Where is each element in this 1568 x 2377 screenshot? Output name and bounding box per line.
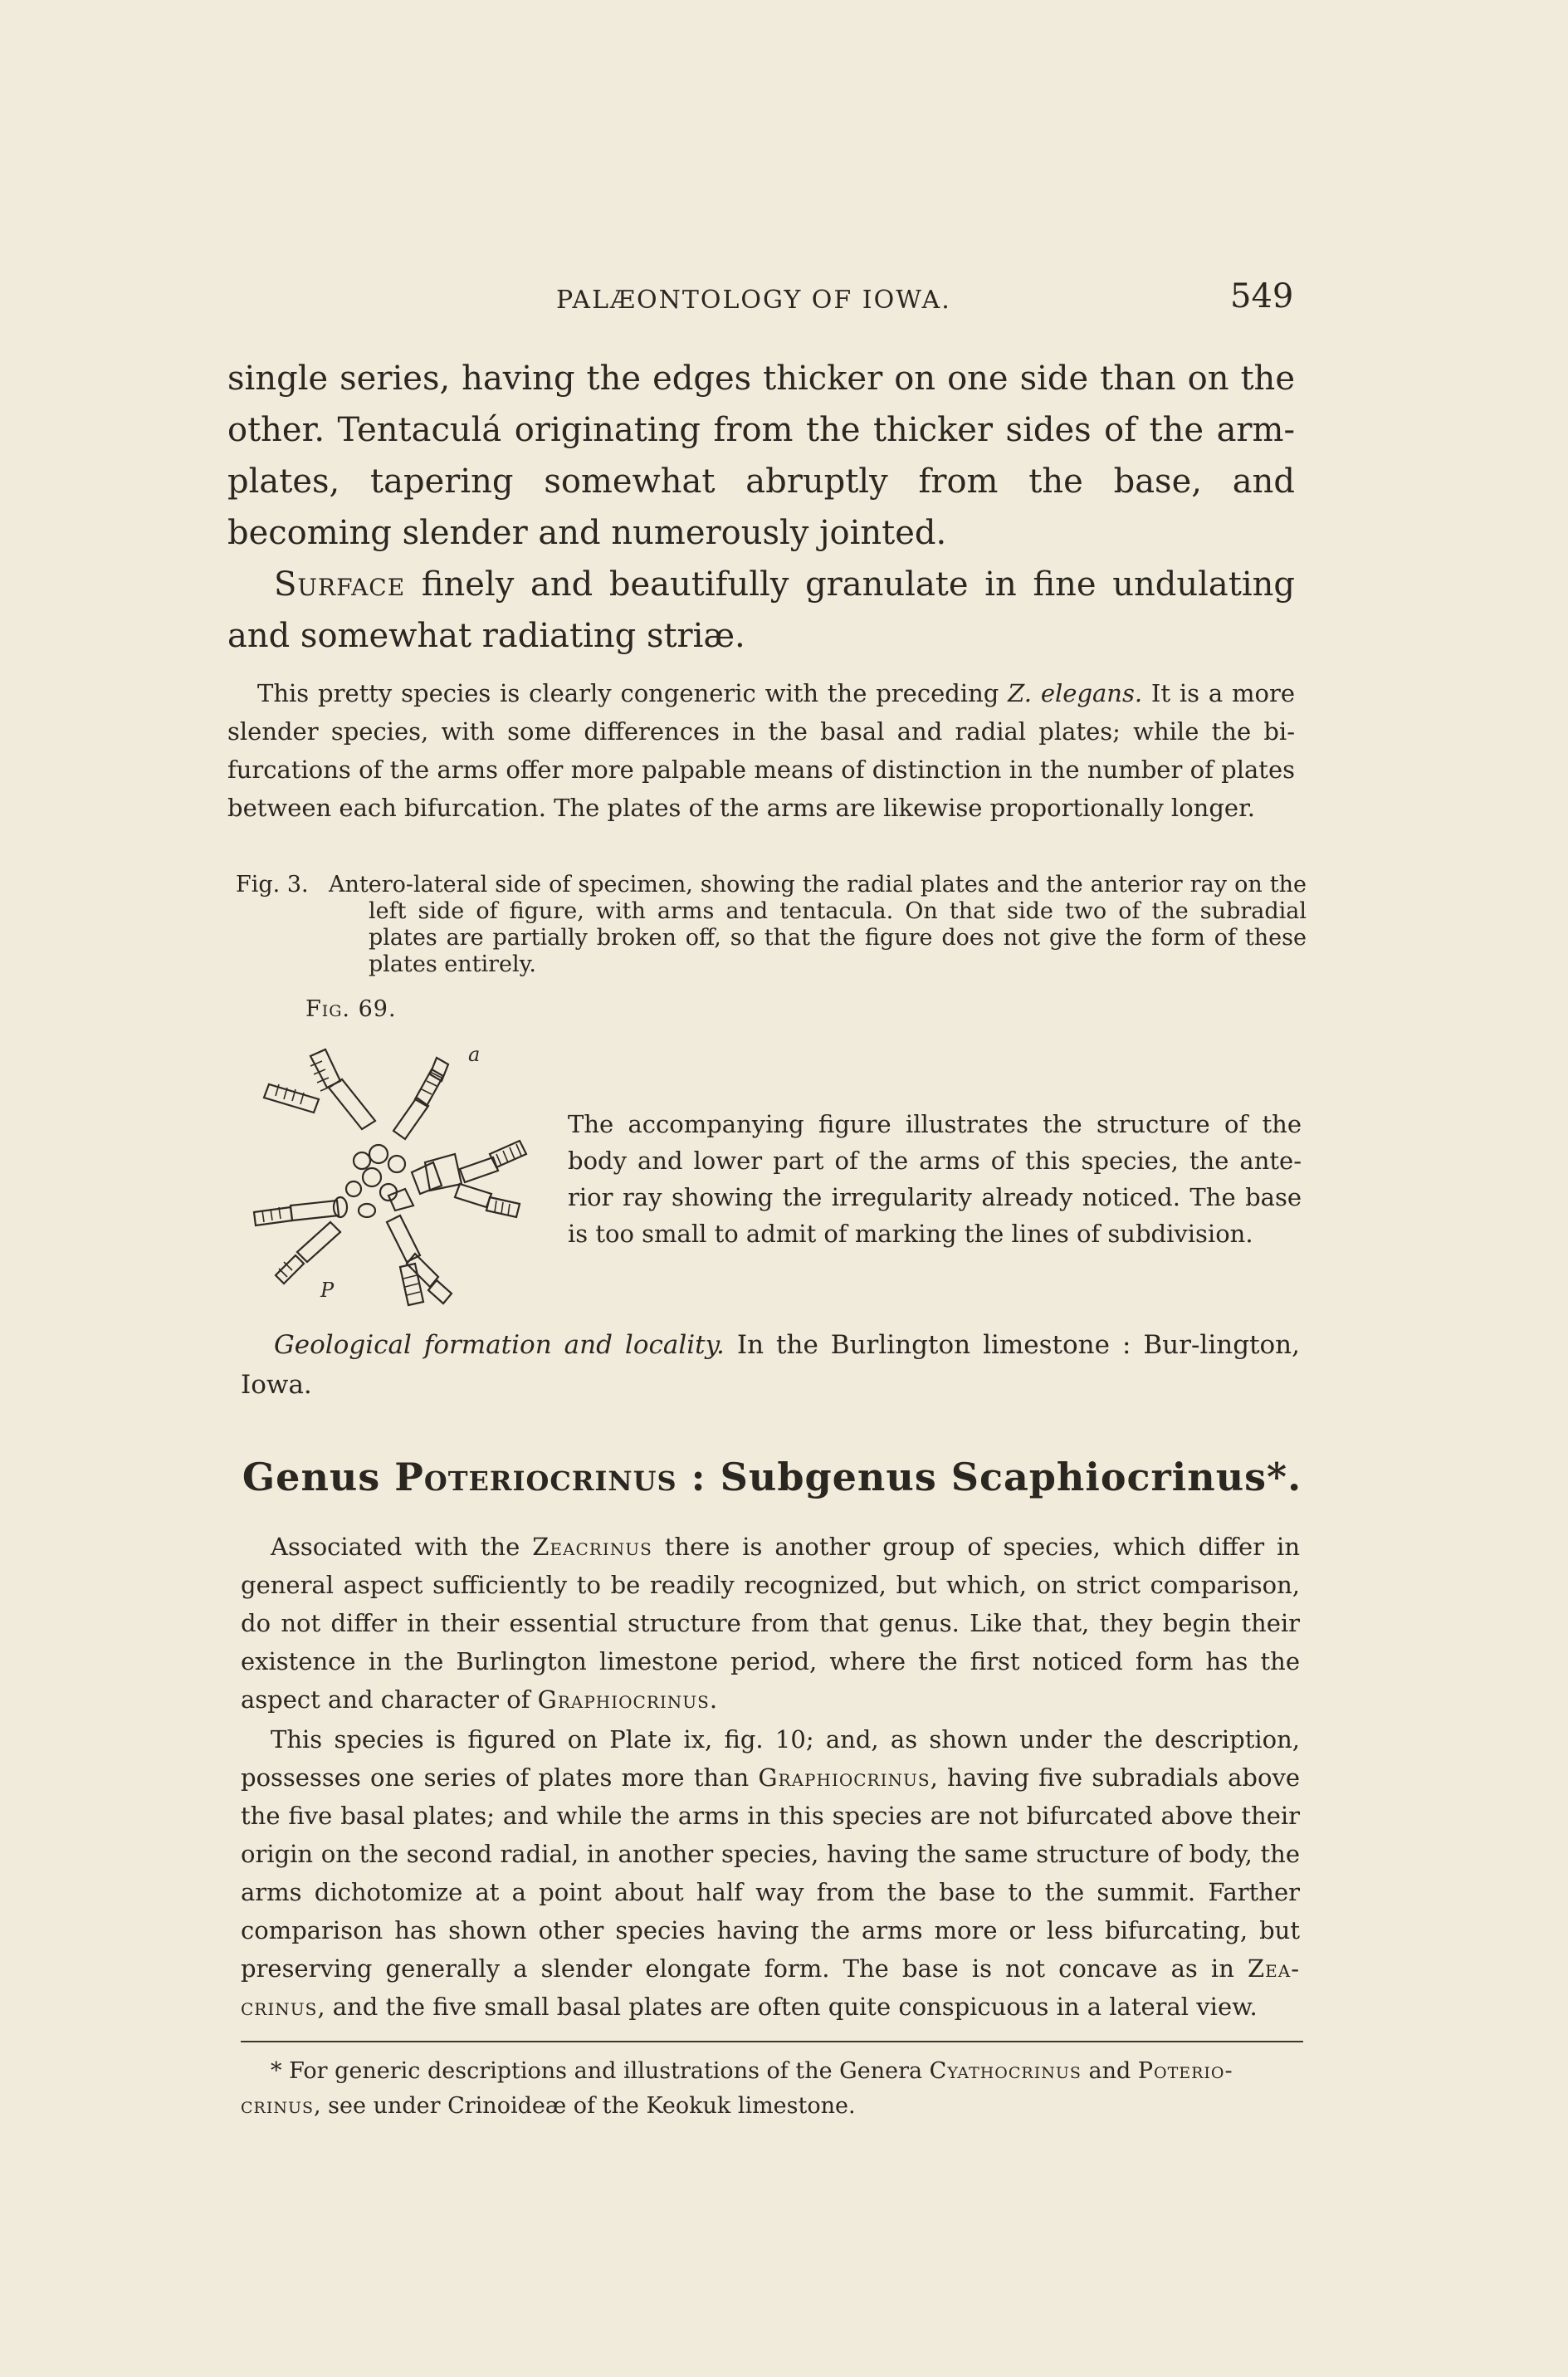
genus-text-2c: , and the five small basal plates are often quite conspicuous in a lateral view. xyxy=(317,1993,1258,2021)
fig3-caption xyxy=(236,872,1307,978)
crinoid-figure xyxy=(237,1038,553,1320)
running-title: PALÆONTOLOGY OF IOWA. xyxy=(556,286,951,315)
species-name: Z. elegans. xyxy=(1008,679,1143,707)
footnote xyxy=(241,2054,1303,2124)
fig69-description: The accompanying figure illustrates the structure of the body and lower part of the arms of this species, the ante-rior ray showing the irregularity already noticed. The base is too small to admit of marking the lines of subdivision. xyxy=(568,1110,1302,1248)
footnote-rule xyxy=(241,2041,1303,2042)
genus-paragraph-2 xyxy=(241,1720,1300,2026)
genus-name: Poteriocrinus xyxy=(394,1455,677,1499)
graphiocrinus-name: Graphiocrinus. xyxy=(537,1685,719,1714)
remarks-text-b: It is a more slender species, with some differences in the basal and radial plates; while the bi-furcations of the arms offer more palpable means of distinction in the number of plates between each bifurcation. The plates of the arms are likewise proportionally longer. xyxy=(227,679,1295,822)
footnote-text-and: and xyxy=(1081,2058,1138,2084)
fig69-label: Fig. 69. xyxy=(305,996,397,1022)
fig3-label: Fig. 3. xyxy=(236,872,309,897)
poteriocrinus-name: Poterio-crinus xyxy=(241,2058,1233,2119)
surface-label: Surface xyxy=(274,565,406,604)
genus-paragraph-1 xyxy=(241,1528,1300,1719)
description-paragraph xyxy=(227,353,1295,559)
remarks-paragraph xyxy=(227,674,1295,827)
graphiocrinus-name-2: Graphiocrinus xyxy=(758,1763,931,1792)
genus-word: Genus xyxy=(242,1455,395,1499)
footnote-text-a: * For generic descriptions and illustrations of the Genera xyxy=(271,2058,930,2084)
genus-heading xyxy=(241,1455,1303,1499)
surface-text: finely and beautifully granulate in fine undulating and somewhat radiating striæ. xyxy=(227,565,1295,655)
geology-text: In the Burlington limestone : Bur-lington, Iowa. xyxy=(241,1330,1300,1400)
zeacrinus-name-2: Zea-crinus xyxy=(241,1954,1300,2021)
genus-text-2a: This species is figured on Plate ix, fig. 10; and, as shown under the description, possesses one series of plates more than xyxy=(241,1725,1300,1792)
zeacrinus-name: Zeacrinus xyxy=(532,1533,652,1561)
label-p: P xyxy=(320,1279,335,1302)
fig3-text: Antero-lateral side of specimen, showing the radial plates and the anterior ray on the left side of figure, with arms and tentacula. On that side two of the subradial plates are partially broken off, so that the figure does not give the form of these plates entirely. xyxy=(329,872,1307,977)
footnote-text-b: , see under Crinoideæ of the Keokuk limestone. xyxy=(314,2093,856,2119)
label-a: a xyxy=(468,1043,481,1066)
geology-label: Geological formation and locality. xyxy=(274,1330,725,1360)
genus-separator: : xyxy=(677,1455,720,1499)
subgenus-name: Subgenus Scaphiocrinus*. xyxy=(720,1455,1302,1499)
description-text: single series, having the edges thicker on one side than on the other. Tentaculá originating from the thicker sides of the arm-plates, tapering somewhat abruptly from the base, and becoming slender and numerously jointed. xyxy=(227,359,1295,552)
genus-text-1a: Associated with the xyxy=(271,1533,533,1561)
genus-text-1b: there is another group of species, which differ in general aspect sufficiently to be readily recognized, but which, on strict comparison, do not differ in their essential structure from that genus. Like that, they begin their existence in the Burlington limestone period, where the first noticed form has the aspect and character of xyxy=(241,1533,1300,1714)
surface-paragraph xyxy=(227,559,1295,662)
remarks-text-a: This pretty species is clearly congeneric with the preceding xyxy=(257,679,1009,707)
genus-text-2b: , having five subradials above the five basal plates; and while the arms in this species are not bifurcated above their origin on the second radial, in another species, having the same structure of body, the arms dichotomize at a point about half way from the base to the summit. Farther comparison has shown other species having the arms more or less bifurcating, but preserving generally a slender elongate form. The base is not concave as in xyxy=(241,1763,1300,1983)
cyathocrinus-name: Cyathocrinus xyxy=(929,2058,1082,2084)
page-number: 549 xyxy=(1230,277,1294,315)
geology-paragraph xyxy=(241,1325,1300,1405)
